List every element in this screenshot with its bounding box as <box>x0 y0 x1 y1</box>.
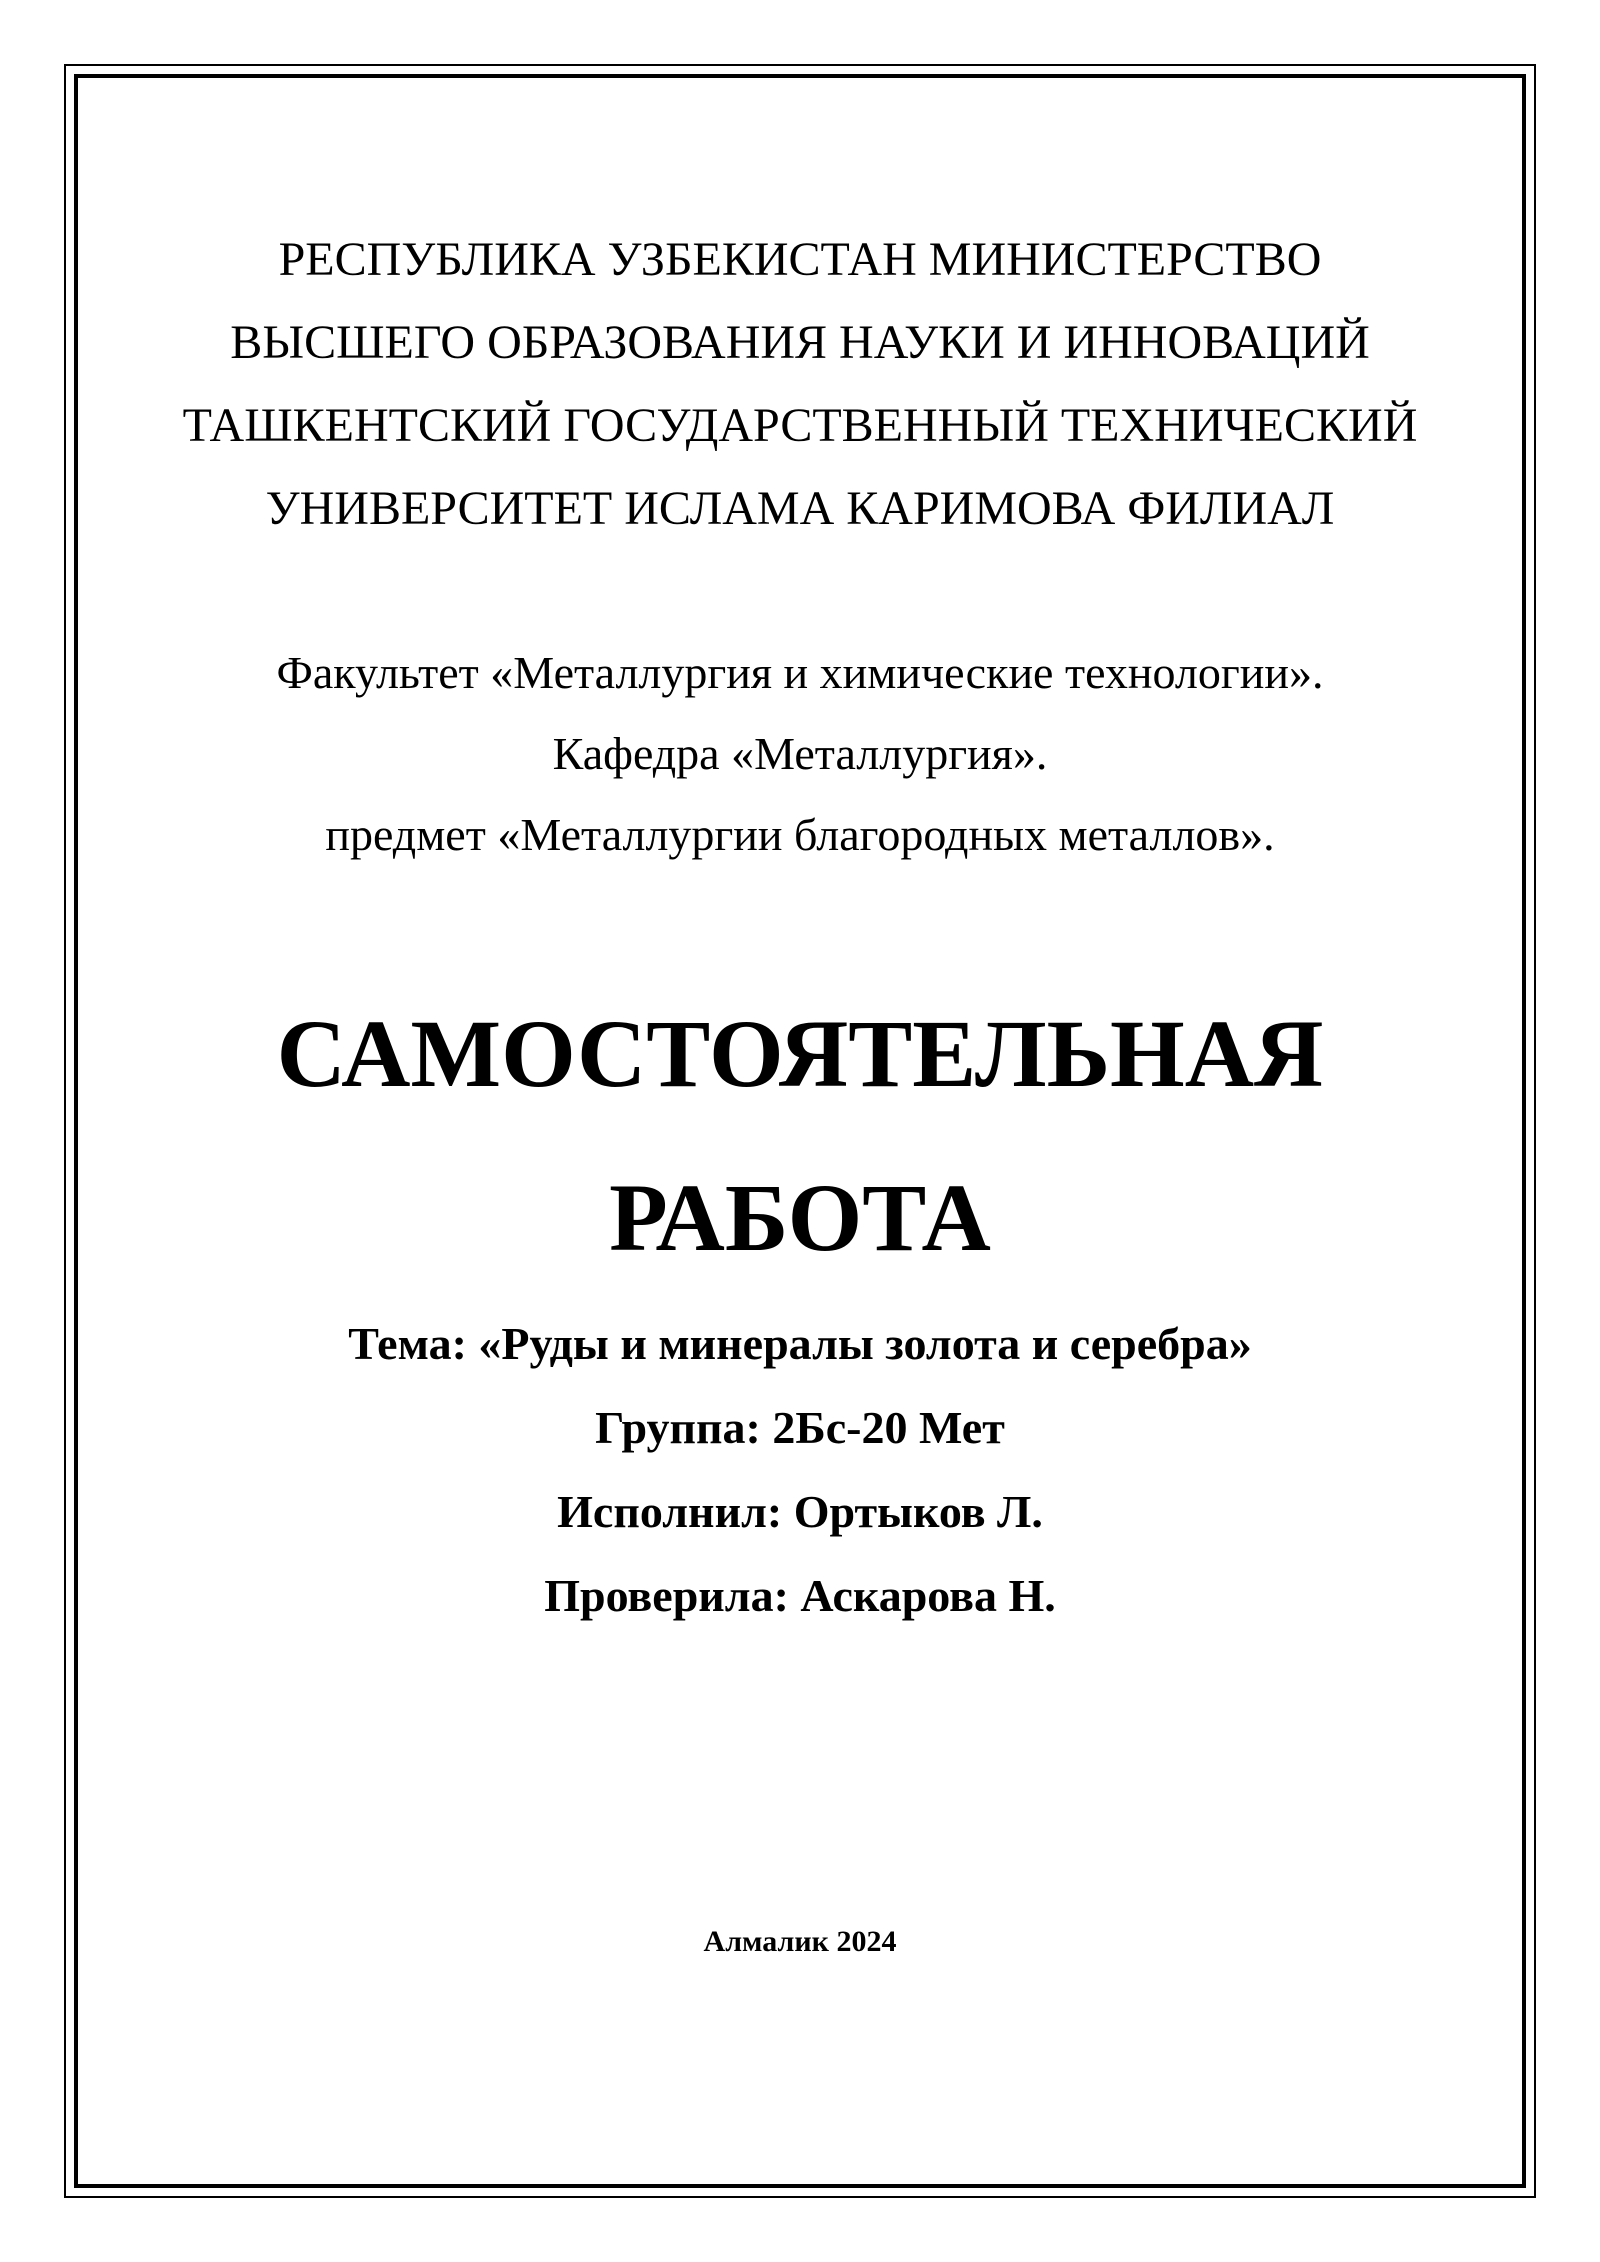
performer-line: Исполнил: Ортыков Л. <box>557 1486 1043 1537</box>
faculty-block <box>74 632 1526 875</box>
city-year: Алмалик 2024 <box>703 1925 897 1958</box>
subject-line: предмет «Металлургии благородных металлов». <box>325 809 1275 860</box>
title-line: САМОСТОЯТЕЛЬНАЯ <box>276 1000 1324 1107</box>
ministry-line: ТАШКЕНТСКИЙ ГОСУДАРСТВЕННЫЙ ТЕХНИЧЕСКИЙ <box>182 399 1418 452</box>
ministry-line: ВЫСШЕГО ОБРАЗОВАНИЯ НАУКИ И ИННОВАЦИЙ <box>230 316 1370 369</box>
department-line: Кафедра «Металлургия». <box>552 728 1048 779</box>
topic-line: Тема: «Руды и минералы золота и серебра» <box>348 1318 1252 1369</box>
group-line: Группа: 2Бс-20 Мет <box>595 1402 1005 1453</box>
ministry-line: РЕСПУБЛИКА УЗБЕКИСТАН МИНИСТЕРСТВО <box>278 233 1322 286</box>
ministry-line: УНИВЕРСИТЕТ ИСЛАМА КАРИМОВА ФИЛИАЛ <box>265 482 1335 535</box>
checker-line: Проверила: Аскарова Н. <box>544 1570 1056 1621</box>
faculty-line: Факультет «Металлургия и химические технологии». <box>276 647 1324 698</box>
title-line: РАБОТА <box>609 1164 991 1271</box>
ministry-header <box>74 218 1526 550</box>
work-info-block <box>74 1302 1526 1638</box>
document-title <box>74 972 1526 1300</box>
